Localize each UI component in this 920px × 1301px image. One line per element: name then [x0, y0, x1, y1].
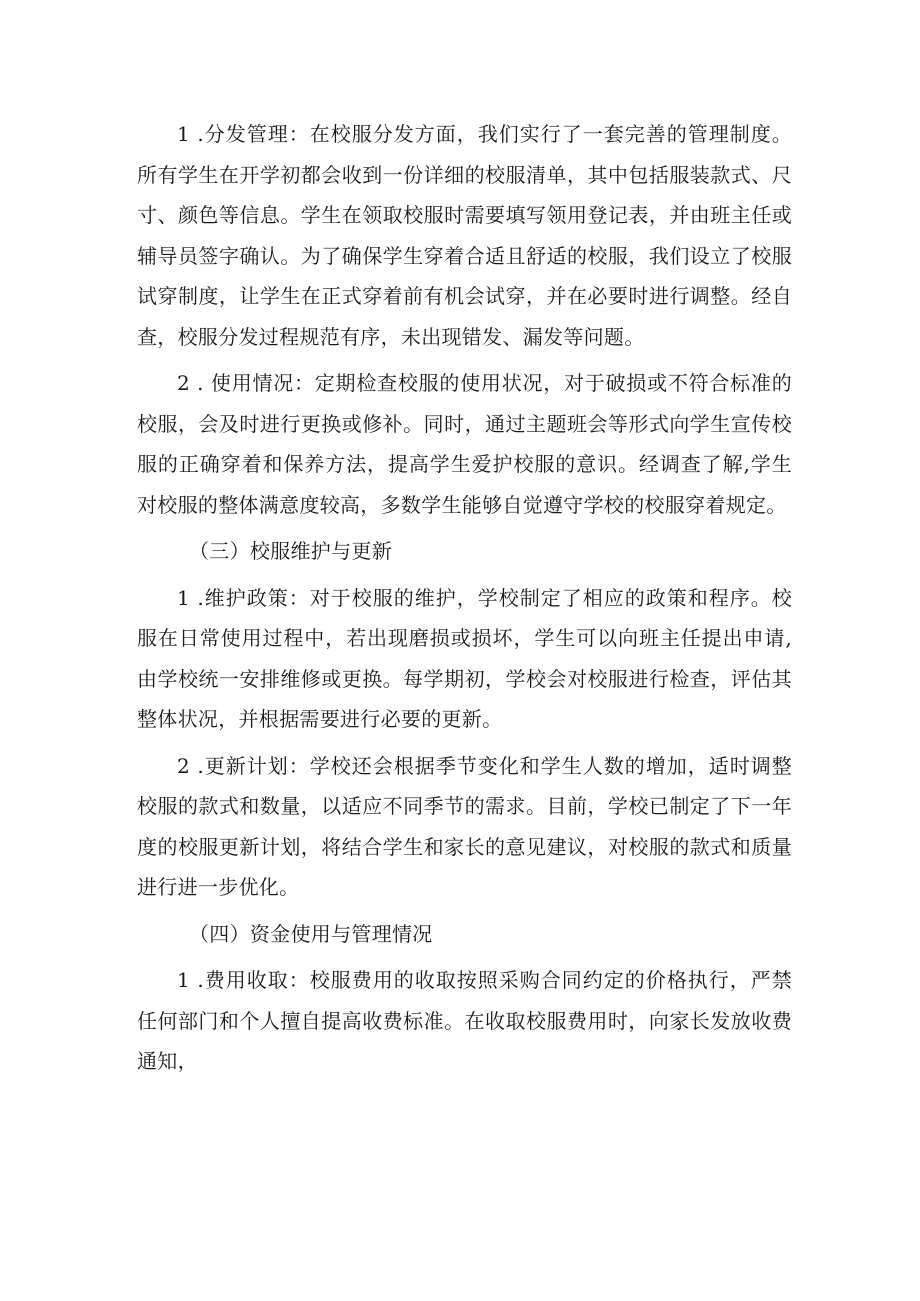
paragraph-distribution-management: 1 .分发管理：在校服分发方面，我们实行了一套完善的管理制度。所有学生在开学初都会收到一份详细的校服清单，其中包括服装款式、尺寸、颜色等信息。学生在领取校服时需要填写领用登记表，并由班主任或辅导员签字确认。为了确保学生穿着合适且舒适的校服，我们设立了校服试穿制度，让学生在正式穿着前有机会试穿，并在必要时进行调整。经自查，校服分发过程规范有序，未出现错发、漏发等问题。	[137, 122, 792, 349]
section-heading-maintenance-update: （三）校服维护与更新	[189, 539, 392, 563]
paragraph-usage-status: 2 . 使用情况：定期检查校服的使用状况，对于破损或不符合标准的校服，会及时进行更换或修补。同时，通过主题班会等形式向学生宣传校服的正确穿着和保养方法，提高学生爱护校服的意识。经调查了解,学生对校服的整体满意度较高，多数学生能够自觉遵守学校的校服穿着规定。	[137, 371, 792, 517]
document-body	[137, 114, 792, 1088]
section-heading-funds-management: （四）资金使用与管理情况	[189, 921, 433, 946]
paragraph-maintenance-policy: 1 .维护政策：对于校服的维护，学校制定了相应的政策和程序。校服在日常使用过程中，若出现磨损或损坏，学生可以向班主任提出申请, 由学校统一安排维修或更换。每学期初，学校会对校服进行检查，评估其整体状况，并根据需要进行必要的更新。	[137, 585, 792, 731]
paragraph-fee-collection: 1 .费用收取：校服费用的收取按照采购合同约定的价格执行，严禁任何部门和个人擅自提高收费标准。在收取校服费用时，向家长发放收费通知，	[137, 968, 792, 1073]
paragraph-update-plan: 2 .更新计划：学校还会根据季节变化和学生人数的增加，适时调整校服的款式和数量，以适应不同季节的需求。目前，学校已制定了下一年度的校服更新计划，将结合学生和家长的意见建议，对校服的款式和质量进行进一步优化。	[137, 753, 792, 899]
